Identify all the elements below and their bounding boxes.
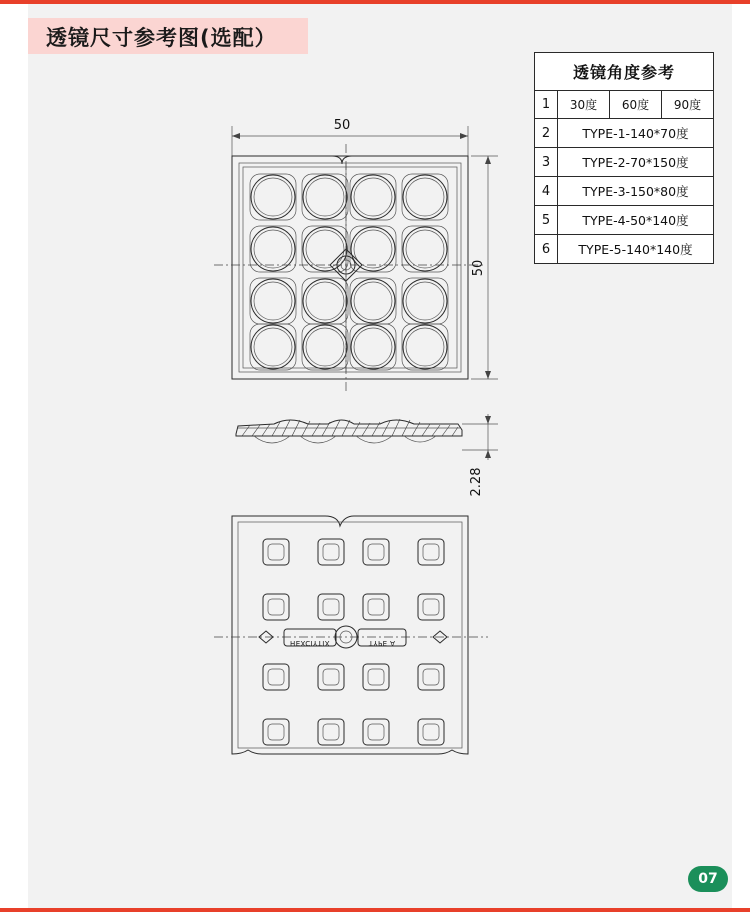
right-margin xyxy=(732,4,750,908)
left-margin xyxy=(0,4,28,908)
engraving-left-label: HEXCIYTIX xyxy=(290,639,330,647)
top-view xyxy=(214,118,498,394)
page-number-badge: 07 xyxy=(688,866,728,892)
table-row xyxy=(535,235,714,264)
row-index: 3 xyxy=(535,148,558,177)
cad-canvas xyxy=(28,64,528,864)
engraving-right-label: TYPE A xyxy=(368,639,396,647)
table-row xyxy=(535,119,714,148)
row-value: TYPE-2-70*150度 xyxy=(558,148,714,177)
lens-angle-reference-table xyxy=(534,52,714,264)
row-index: 5 xyxy=(535,206,558,235)
dimension-width-label: 50 xyxy=(333,118,351,133)
lens-array-top xyxy=(250,174,448,370)
dimension-thickness-label: 2.28 xyxy=(469,467,484,497)
side-view xyxy=(236,414,498,496)
row-value: TYPE-5-140*140度 xyxy=(558,235,714,264)
row-index: 4 xyxy=(535,177,558,206)
dimension-height-label: 50 xyxy=(471,259,486,277)
row-value: 30度 xyxy=(558,91,610,119)
row-value: TYPE-4-50*140度 xyxy=(558,206,714,235)
page-title: 透镜尺寸参考图(选配） xyxy=(46,26,277,50)
table-row xyxy=(535,91,714,119)
row-value: TYPE-1-140*70度 xyxy=(558,119,714,148)
table-row xyxy=(535,206,714,235)
table-row xyxy=(535,148,714,177)
row-value: 60度 xyxy=(609,91,661,119)
bottom-view xyxy=(214,516,488,754)
table-heading: 透镜角度参考 xyxy=(535,53,714,91)
row-index: 1 xyxy=(535,91,558,119)
table-header-row xyxy=(535,53,714,91)
row-value: TYPE-3-150*80度 xyxy=(558,177,714,206)
lens-technical-drawing xyxy=(28,64,528,864)
row-index: 6 xyxy=(535,235,558,264)
row-value: 90度 xyxy=(661,91,713,119)
row-index: 2 xyxy=(535,119,558,148)
table-row xyxy=(535,177,714,206)
